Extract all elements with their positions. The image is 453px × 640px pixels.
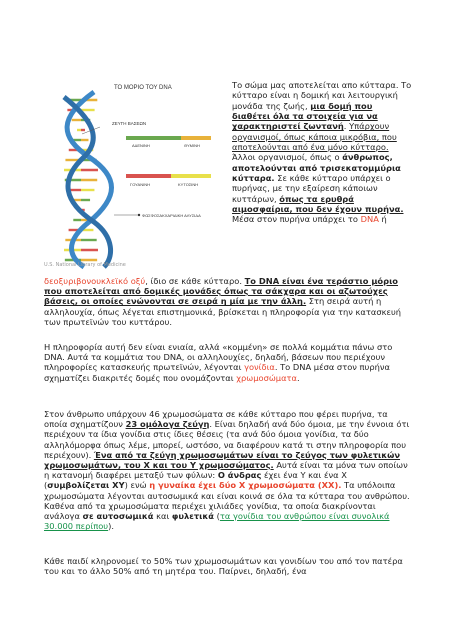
figure-title: ΤΟ ΜΟΡΙΟ ΤΟΥ DNA <box>114 85 172 91</box>
paragraph-inheritance <box>44 556 410 576</box>
text-run: έχει ένα Υ και ένα X ( <box>44 470 347 491</box>
text-run: . Το DNA μέσα στον πυρήνα σχηματίζει διακριτές δομές που ονομάζονται <box>44 362 390 383</box>
text-run: Αυτά είναι τα μόνα των οποίων η κατανομή διαφέρει μεταξύ των φύλων: <box>44 460 408 481</box>
text-run: DNA <box>360 214 379 225</box>
text-run: Στη σειρά αυτή η αλληλουχία, όπως λέγεται επιστημονικά, βρίσκεται η πληροφορία για την κατασκευή των πρωτεϊνών του κυττάρου. <box>44 296 402 327</box>
label-base-pairs: ΖΕΥΓΗ ΒΑΣΕΩΝ <box>112 121 147 126</box>
text-run: η γυναίκα έχει δύο X χρωμοσώματα (XX). <box>149 480 342 491</box>
legend-cytosine-label: ΚΥΤΟΣΙΝΗ <box>178 182 199 187</box>
legend-cytosine-swatch <box>171 174 211 178</box>
text-run: Ένα από τα ζεύγη χρωμοσωμάτων είναι το ζεύγος των φυλετικών χρωμοσωμάτων, του X και του Υ χρωμοσώματος. <box>44 449 401 471</box>
text-run: Σε κάθε κύτταρο υπάρχει ο πυρήνας, με την εξαίρεση κάποιων κυττάρων, <box>232 173 391 204</box>
text-run: χρωμοσώματα <box>236 372 297 383</box>
text-run: Ο άνδρας <box>217 470 262 481</box>
text-run: . Είναι δηλαδή ανά δύο όμοια, με την έννοια ότι περιέχουν τα ίδια γονίδια στις ίδιες θέσεις (τα ανά δύο όμοια γονίδια, τα δύο αλληλόμορφα όπως λέμε, μπορεί, ωστόσο, να διαφέρουν κατά τι στην πληροφορία που περιέχουν). <box>44 419 410 460</box>
legend-guanine-swatch <box>126 174 171 178</box>
text-run: γονίδια <box>244 362 275 373</box>
text-run: , ίδιο σε κάθε κύτταρο. <box>145 276 245 286</box>
text-run: και <box>153 511 172 522</box>
text-run: Υπάρχουν οργανισμοί, όπως κάποια μικρόβια, που αποτελούνται από ένα μόνο κύτταρο. <box>232 121 397 153</box>
label-backbone: ΦΩΣΦΟΣΑΚΧΑΡΙΔΙΚΗ ΑΛΥΣΙΔΑ <box>142 213 201 218</box>
legend-thymine-swatch <box>181 136 211 140</box>
legend-adenine-label: ΑΔΕΝΙΝΗ <box>132 143 150 148</box>
text-run: μια δομή που διαθέτει όλα τα στοιχεία για να χαρακτηριστεί ζωντανή <box>232 100 378 132</box>
text-run: 23 ομόλογα ζεύγη <box>125 419 210 430</box>
text-run: Το DNA είναι ένα τεράστιο μόριο που αποτελείται από δομικές μονάδες όπως τα σάκχαρα και οι αζωτούχες βάσεις, οι οποίες ενώνονται σε σειρά η μία με την άλλη. <box>44 276 399 307</box>
paragraph-dna <box>44 276 410 327</box>
legend-adenine-swatch <box>126 136 181 140</box>
text-run: ή <box>378 214 387 225</box>
text-run: όπως τα ερυθρά αιμοσφαίρια, που δεν έχουν πυρήνα. <box>232 193 404 215</box>
text-run: Τα υπόλοιπα χρωμοσώματα λέγονται αυτοσωμικά και είναι κοινά σε όλα τα κύτταρα του ανθρώπου. Καθένα από τα χρωμοσώματα περιέχει χιλιάδες γονίδια, τα οποία διακρίνονται ανάλογα <box>44 480 410 522</box>
text-run: Άλλοι οργανισμοί, όπως ο <box>232 152 343 163</box>
text-run: ). <box>108 521 114 532</box>
paragraph-chromosomes <box>44 409 410 531</box>
intro-side-text <box>232 80 412 225</box>
legend-thymine-label: ΘΥΜΙΝΗ <box>184 143 200 148</box>
paragraph-genes <box>44 342 410 383</box>
text-run: τα γονίδια του ανθρώπου είναι συνολικά 30.000 περίπου <box>44 511 390 532</box>
text-run: Κάθε παιδί κληρονομεί το 50% των χρωμοσωμάτων και γονιδίων του από τον πατέρα του και το άλλο 50% από τη μητέρα του. Παίρνει, δηλαδή, ένα <box>44 556 403 577</box>
text-run: φυλετικά <box>171 511 214 522</box>
text-run: Στον άνθρωπο υπάρχουν 46 χρωμοσώματα σε κάθε κύτταρο που φέρει πυρήνα, τα οποία σχηματίζουν <box>44 409 388 430</box>
text-run: άνθρωπος, αποτελούνται από τρισεκατομμύρια κύτταρα. <box>232 152 401 184</box>
text-run: . <box>297 372 300 383</box>
text-run: Το σώμα μας αποτελείται απο κύτταρα. Το κύτταρο είναι η δομική και λειτουργική μονάδα της ζωής, <box>232 80 412 111</box>
text-run: δεοξυριβονουκλεϊκό οξύ <box>44 276 146 286</box>
text-run: Μέσα στον πυρήνα υπάρχει το <box>232 214 361 225</box>
text-run: ) ενώ <box>124 480 150 491</box>
text-run: Η πληροφορία αυτή δεν είναι ενιαία, αλλά «κομμένη» σε πολλά κομμάτια πάνω στο DNA. Αυτά τα κομμάτια του DNA, οι αλληλουχίες, δηλαδή, βάσεων που περιέχουν πληροφορίες κατασκευής πρωτεϊνών, λέγονται <box>44 342 393 373</box>
dna-helix-illustration <box>44 62 224 272</box>
text-run: . <box>343 121 350 132</box>
dna-figure <box>44 62 224 272</box>
legend-guanine-label: ΓΟΥΑΝΙΝΗ <box>130 182 151 187</box>
figure-credit: U.S. National Library of Medicine <box>44 262 126 268</box>
text-run: συμβολίζεται XY <box>47 480 125 491</box>
text-run: σε αυτοσωμικά <box>82 511 154 522</box>
text-run: ( <box>214 511 220 522</box>
